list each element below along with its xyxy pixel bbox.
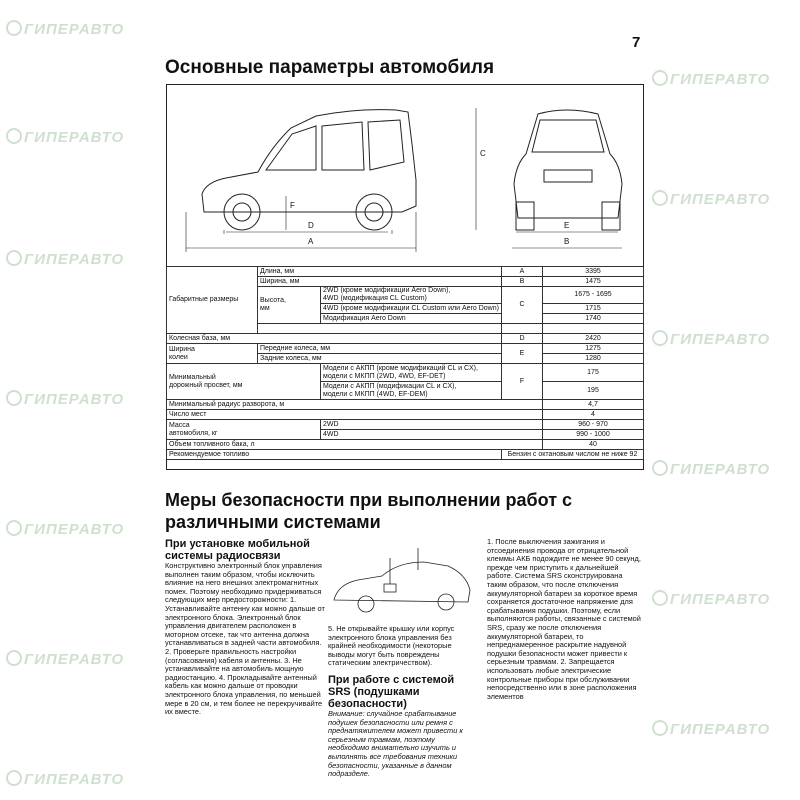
watermark-logo-icon (6, 250, 22, 266)
watermark: ГИПЕРАВТО (6, 128, 124, 146)
watermark: ГИПЕРАВТО (6, 520, 124, 538)
specs-table (166, 266, 644, 460)
watermark: ГИПЕРАВТО (652, 720, 770, 738)
table-row: Минимальный дорожный просвет, мм Модели с АКПП (кроме модификаций CL и CX), модели с МКПП (2WD, 4WD, EF-DET) F 175 (167, 364, 644, 382)
car-radio-illustration (328, 540, 478, 622)
label-b: B (564, 237, 570, 246)
watermark-logo-icon (6, 128, 22, 144)
table-row: Число мест 4 (167, 410, 644, 420)
table-row: Рекомендуемое топливо Бензин с октановым числом не ниже 92 (167, 450, 644, 460)
table-row: Масса автомобиля, кг 2WD 960 - 970 (167, 420, 644, 430)
safety-title: Меры безопасности при выполнении работ с различными системами (165, 490, 573, 532)
car-dimensions-diagram (166, 84, 644, 266)
table-row: Габаритные размеры Длина, мм A 3395 (167, 267, 644, 277)
table-row: Ширина, мм B 1475 (167, 277, 644, 287)
column-middle (328, 625, 478, 779)
column-right (487, 538, 643, 701)
table-row: Колесная база, мм D 2420 (167, 334, 644, 344)
label-c: C (480, 149, 486, 158)
radio-heading: При установке мобильной системы радиосвязи (165, 538, 310, 562)
watermark-logo-icon (652, 330, 668, 346)
table-row: Задние колеса, мм 1280 (167, 354, 644, 364)
watermark-logo-icon (652, 70, 668, 86)
watermark-logo-icon (652, 720, 668, 736)
column-radio (165, 538, 325, 717)
watermark: ГИПЕРАВТО (6, 390, 124, 408)
srs-note: Внимание: случайное срабатывание подушек безопасности или ремня с преднатяжителем может привести к серьезным травмам, поэтому необходимо внимательно изучить и выполнять все требования техники безопасности, указанные в данном подразделе. (328, 708, 463, 779)
page-number: 7 (632, 34, 641, 51)
watermark: ГИПЕРАВТО (652, 330, 770, 348)
table-row: Модификация Aero Down 1740 (167, 314, 644, 324)
table-row: Модели с АКПП (модификации CL и CX), модели с МКПП (4WD, EF-DEM) 195 (167, 382, 644, 400)
table-row: Объем топливного бака, л 40 (167, 440, 644, 450)
label-f: F (290, 201, 295, 210)
table-row: Ширина колеи Передние колеса, мм E 1275 (167, 344, 644, 354)
gabarit-label: Габаритные размеры (167, 267, 258, 334)
watermark: ГИПЕРАВТО (6, 250, 124, 268)
watermark: ГИПЕРАВТО (652, 590, 770, 608)
table-row: Высота, мм 2WD (кроме модификации Aero Down), 4WD (модификация CL Custom) C 1675 - 1695 (167, 287, 644, 304)
label-d: D (308, 221, 314, 230)
table-row: 4WD 990 - 1000 (167, 430, 644, 440)
watermark-logo-icon (652, 190, 668, 206)
right-text: 1. После выключения зажигания и отсоединения провода от отрицательной клеммы АКБ подождите не менее 90 секунд, прежде чем приступить к дальнейшей работе. Система SRS сконструирована таким образом, что после отключения аккумуляторной батареи за короткое время сохраняется достаточное напряжение для срабатывания подушки. Поэтому, если выполняются работы, связанные с системой SRS, сразу же после отключения аккумуляторной батареи, то непреднамеренное раскрытие надувной подушки безопасности может привести к серьезным травмам. 2. Запрещается использовать любые электрические контрольные приборы при обслуживании непосредственно или в зоне расположения элементов (487, 537, 641, 701)
watermark-logo-icon (6, 20, 22, 36)
watermark-logo-icon (6, 520, 22, 536)
watermark: ГИПЕРАВТО (652, 190, 770, 208)
watermark: ГИПЕРАВТО (6, 650, 124, 668)
label-e: E (564, 221, 570, 230)
label-a: A (308, 237, 314, 246)
watermark-logo-icon (652, 590, 668, 606)
watermark-logo-icon (6, 390, 22, 406)
watermark: ГИПЕРАВТО (652, 70, 770, 88)
watermark-logo-icon (6, 770, 22, 786)
watermark-logo-icon (6, 650, 22, 666)
watermark-logo-icon (652, 460, 668, 476)
table-row: Минимальный радиус разворота, м 4,7 (167, 400, 644, 410)
middle-text: 5. Не открывайте крышку или корпус электронного блока управления без крайней необходимости (некоторые выводы могут быть повреждены статическим электричеством). (328, 624, 455, 668)
srs-heading: При работе с системой SRS (подушками безопасности) (328, 673, 455, 710)
watermark: ГИПЕРАВТО (6, 770, 124, 788)
table-row: 4WD (кроме модификации CL Custom или Aero Down) 1715 (167, 304, 644, 314)
watermark: ГИПЕРАВТО (6, 20, 124, 38)
watermark: ГИПЕРАВТО (652, 460, 770, 478)
page-title: Основные параметры автомобиля (165, 57, 495, 78)
radio-text: Конструктивно электронный блок управления выполнен таким образом, чтобы исключить влияние на него внешних электромагнитных помех. Поэтому необходимо придерживаться следующих мер предосторожности: 1. Устанавливайте антенну как можно дальше от электронного блока. Электронный блок управления двигателем расположен в моторном отсеке, так что антенна должна устанавливаться в задней части автомобиля. 2. Проверьте правильность настройки (согласования) кабеля и антенны. 3. Не устанавливайте на автомобиль мощную радиостанцию. 4. Прокладывайте антенный кабель как можно дальше от проводки электронного блока управления, по меньшей мере в 20 см, и тем более не перекручивайте их вместе. (165, 561, 325, 717)
